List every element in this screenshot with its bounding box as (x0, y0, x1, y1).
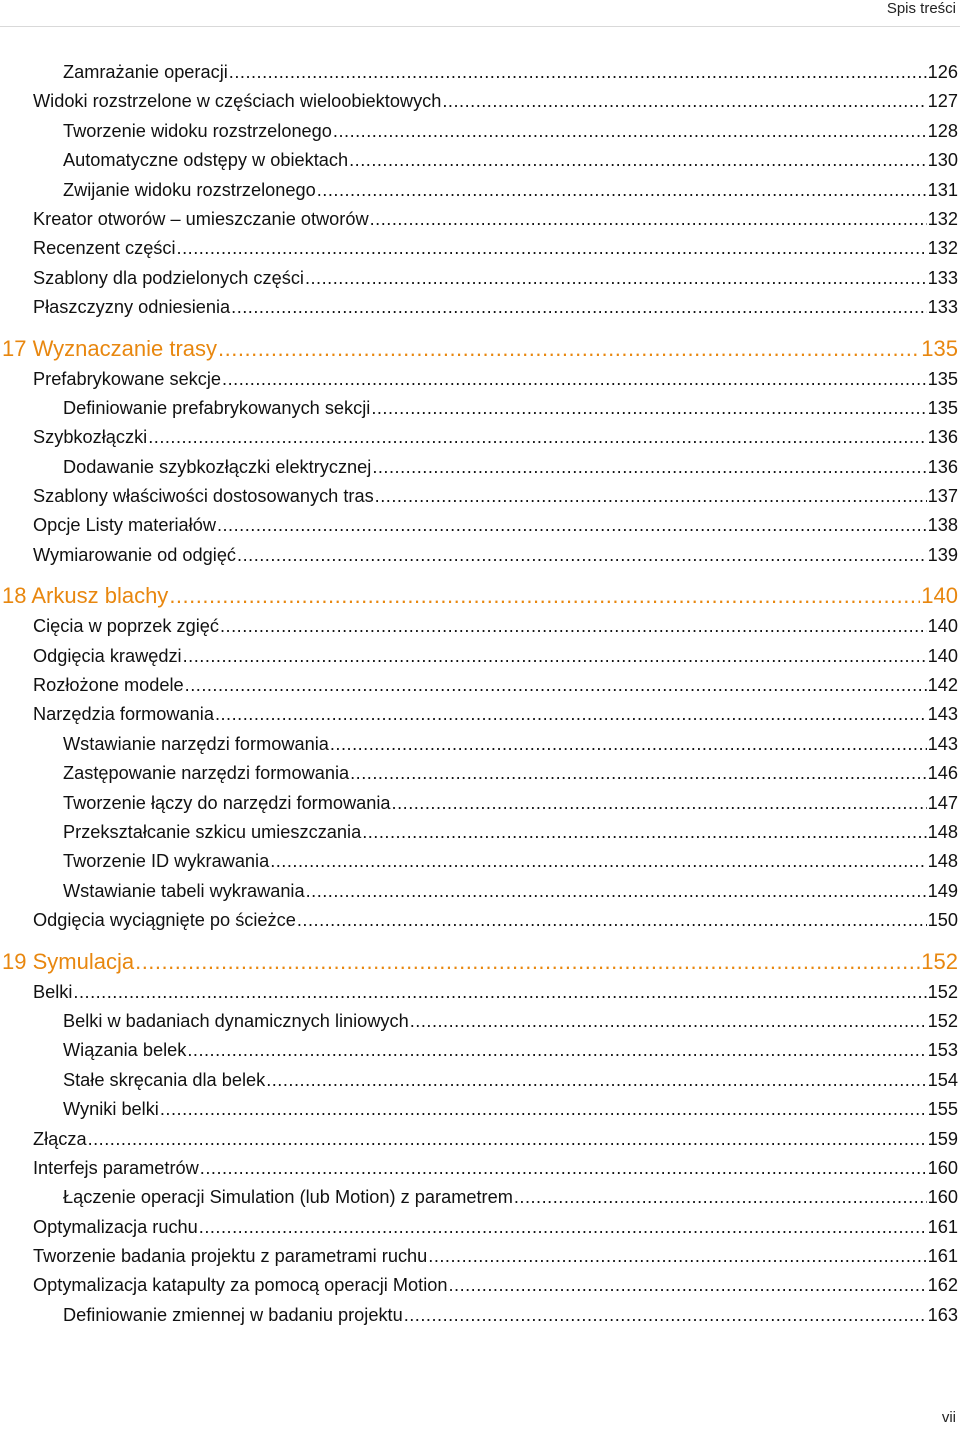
toc-entry-page: 136 (927, 427, 958, 448)
toc-entry-page: 143 (927, 704, 958, 725)
toc-entry-title: Dodawanie szybkozłączki elektrycznej (63, 456, 372, 477)
toc-entry[interactable] (0, 1095, 958, 1124)
running-head: Spis treści (886, 0, 956, 17)
toc-entry-title: Optymalizacja katapulty za pomocą operacji Motion (33, 1275, 448, 1296)
toc-entry[interactable] (0, 671, 958, 700)
dot-leader (448, 1271, 926, 1300)
toc-entry[interactable] (0, 1036, 958, 1065)
toc-entry-title: 19 Symulacja (2, 948, 135, 974)
toc-entry[interactable] (0, 612, 958, 641)
toc-entry[interactable] (0, 906, 958, 935)
toc-entry-title: Szybkozłączki (33, 427, 148, 448)
header-divider (0, 26, 960, 27)
dot-leader (222, 365, 927, 394)
toc-entry-title: Tworzenie łączy do narzędzi formowania (63, 792, 391, 813)
toc-entry-title: Wstawianie narzędzi formowania (63, 733, 329, 754)
dot-leader (88, 1125, 927, 1154)
toc-entry-title: Prefabrykowane sekcje (33, 368, 222, 389)
toc-entry[interactable] (0, 205, 958, 234)
dot-leader (169, 580, 920, 612)
dot-leader (237, 541, 927, 570)
toc-entry-page: 147 (927, 792, 958, 813)
toc-entry-page: 140 (927, 645, 958, 666)
toc-entry-title: Wstawianie tabeli wykrawania (63, 880, 305, 901)
dot-leader (185, 671, 927, 700)
dot-leader (231, 293, 927, 322)
dot-leader (371, 394, 926, 423)
toc-entry[interactable] (0, 394, 958, 423)
toc-entry-page: 152 (927, 981, 958, 1002)
toc-entry[interactable] (0, 87, 958, 116)
toc-entry-title: 18 Arkusz blachy (2, 583, 169, 609)
toc-entry[interactable] (0, 117, 958, 146)
toc-entry[interactable] (0, 700, 958, 729)
dot-leader (392, 789, 927, 818)
toc-entry-page: 132 (927, 208, 958, 229)
toc-entry-page: 131 (927, 179, 958, 200)
toc-entry-page: 149 (927, 880, 958, 901)
toc-entry[interactable] (0, 1154, 958, 1183)
dot-leader (305, 264, 927, 293)
toc-entry-page: 135 (927, 397, 958, 418)
dot-leader (160, 1095, 927, 1124)
dot-leader (372, 453, 926, 482)
dot-leader (218, 333, 920, 365)
toc-entry-title: Definiowanie prefabrykowanych sekcji (63, 397, 371, 418)
dot-leader (270, 847, 926, 876)
toc-entry[interactable] (0, 365, 958, 394)
toc-entry-page: 140 (927, 616, 958, 637)
toc-entry-title: 17 Wyznaczanie trasy (2, 335, 218, 361)
toc-entry[interactable] (0, 176, 958, 205)
dot-leader (297, 906, 927, 935)
dot-leader (135, 946, 920, 978)
toc-entry-page: 161 (927, 1246, 958, 1267)
toc-entry[interactable] (0, 818, 958, 847)
toc-chapter-entry[interactable] (0, 580, 958, 612)
dot-leader (229, 58, 927, 87)
toc-entry-title: Wiązania belek (63, 1040, 187, 1061)
toc-entry-page: 154 (927, 1069, 958, 1090)
dot-leader (266, 1066, 926, 1095)
dot-leader (410, 1007, 927, 1036)
dot-leader (349, 146, 927, 175)
toc-entry[interactable] (0, 146, 958, 175)
toc-entry[interactable] (0, 978, 958, 1007)
toc-entry-page: 152 (921, 948, 958, 974)
toc-entry[interactable] (0, 58, 958, 87)
toc-entry-title: Narzędzia formowania (33, 704, 214, 725)
toc-entry[interactable] (0, 264, 958, 293)
toc-entry-page: 126 (927, 62, 958, 82)
dot-leader (317, 176, 927, 205)
toc-entry-page: 155 (927, 1099, 958, 1120)
toc-entry-title: Przekształcanie szkicu umieszczania (63, 821, 362, 842)
toc-entry-title: Odgięcia wyciągnięte po ścieżce (33, 910, 296, 931)
toc-entry-page: 148 (927, 821, 958, 842)
toc-entry-title: Automatyczne odstępy w obiektach (63, 150, 349, 171)
dot-leader (330, 730, 927, 759)
toc-entry[interactable] (0, 423, 958, 452)
toc-entry-title: Tworzenie widoku rozstrzelonego (63, 120, 332, 141)
toc-entry-title: Łączenie operacji Simulation (lub Motion) z parametrem (63, 1187, 513, 1208)
toc-entry-title: Optymalizacja ruchu (33, 1216, 198, 1237)
toc-entry[interactable] (0, 1066, 958, 1095)
toc-entry-page: 135 (921, 335, 958, 361)
toc-entry-title: Tworzenie ID wykrawania (63, 851, 270, 872)
toc-entry-page: 139 (927, 544, 958, 565)
toc-entry[interactable] (0, 1301, 958, 1330)
dot-leader (428, 1242, 926, 1271)
dot-leader (333, 117, 927, 146)
toc-entry-page: 142 (927, 675, 958, 696)
toc-entry-page: 130 (927, 150, 958, 171)
toc-entry-page: 160 (927, 1187, 958, 1208)
toc-chapter-entry[interactable] (0, 946, 958, 978)
toc-entry[interactable] (0, 1183, 958, 1212)
dot-leader (177, 234, 927, 263)
toc-entry-title: Zamrażanie operacji (63, 62, 228, 82)
dot-leader (183, 642, 927, 671)
toc-entry-title: Złącza (33, 1128, 87, 1149)
toc-entry-title: Cięcia w poprzek zgięć (33, 616, 219, 637)
toc-entry-title: Widoki rozstrzelone w częściach wieloobiektowych (33, 91, 442, 112)
toc-entry-title: Rozłożone modele (33, 675, 184, 696)
toc-entry-page: 152 (927, 1010, 958, 1031)
toc-entry-page: 159 (927, 1128, 958, 1149)
dot-leader (514, 1183, 927, 1212)
toc-entry[interactable] (0, 1007, 958, 1036)
toc-entry-page: 127 (927, 91, 958, 112)
toc-entry-title: Belki w badaniach dynamicznych liniowych (63, 1010, 409, 1031)
toc-entry-page: 143 (927, 733, 958, 754)
toc-entry[interactable] (0, 234, 958, 263)
toc-entry[interactable] (0, 847, 958, 876)
toc-entry-title: Kreator otworów – umieszczanie otworów (33, 208, 369, 229)
toc-entry-page: 160 (927, 1157, 958, 1178)
toc-entry-page: 135 (927, 368, 958, 389)
toc-entry[interactable] (0, 482, 958, 511)
dot-leader (306, 877, 927, 906)
toc-entry[interactable] (0, 730, 958, 759)
dot-leader (148, 423, 926, 452)
dot-leader (187, 1036, 926, 1065)
page-number: vii (941, 1409, 956, 1426)
dot-leader (375, 482, 927, 511)
toc-entry[interactable] (0, 642, 958, 671)
toc-entry-page: 146 (927, 763, 958, 784)
toc-entry-page: 153 (927, 1040, 958, 1061)
toc-entry[interactable] (0, 1125, 958, 1154)
toc-entry[interactable] (0, 293, 958, 322)
dot-leader (217, 511, 927, 540)
toc-entry[interactable] (0, 789, 958, 818)
dot-leader (350, 759, 927, 788)
toc-entry-title: Szablony dla podzielonych części (33, 267, 304, 288)
toc-entry-title: Belki (33, 981, 73, 1002)
toc-entry-page: 162 (927, 1275, 958, 1296)
toc-entry-title: Zastępowanie narzędzi formowania (63, 763, 350, 784)
toc-entry-page: 161 (927, 1216, 958, 1237)
table-of-contents (0, 58, 958, 1330)
toc-entry-page: 133 (927, 297, 958, 318)
toc-entry-page: 150 (927, 910, 958, 931)
dot-leader (220, 612, 927, 641)
toc-entry[interactable] (0, 453, 958, 482)
toc-entry[interactable] (0, 1242, 958, 1271)
toc-entry-title: Recenzent części (33, 238, 176, 259)
toc-entry[interactable] (0, 877, 958, 906)
dot-leader (199, 1213, 927, 1242)
toc-entry-page: 136 (927, 456, 958, 477)
toc-entry-page: 138 (927, 515, 958, 536)
toc-entry-page: 163 (927, 1304, 958, 1325)
toc-entry-title: Zwijanie widoku rozstrzelonego (63, 179, 316, 200)
dot-leader (73, 978, 926, 1007)
dot-leader (370, 205, 927, 234)
toc-entry-page: 140 (921, 583, 958, 609)
toc-entry-page: 137 (927, 486, 958, 507)
dot-leader (442, 87, 926, 116)
toc-entry-page: 132 (927, 238, 958, 259)
dot-leader (404, 1301, 927, 1330)
toc-chapter-entry[interactable] (0, 333, 958, 365)
toc-entry[interactable] (0, 511, 958, 540)
toc-entry-title: Opcje Listy materiałów (33, 515, 216, 536)
toc-entry-title: Szablony właściwości dostosowanych tras (33, 486, 374, 507)
toc-entry-title: Tworzenie badania projektu z parametrami ruchu (33, 1246, 428, 1267)
toc-entry[interactable] (0, 1213, 958, 1242)
toc-entry-title: Definiowanie zmiennej w badaniu projektu (63, 1304, 403, 1325)
toc-entry-page: 148 (927, 851, 958, 872)
dot-leader (362, 818, 926, 847)
toc-entry-title: Odgięcia krawędzi (33, 645, 182, 666)
dot-leader (200, 1154, 927, 1183)
dot-leader (215, 700, 927, 729)
toc-entry[interactable] (0, 541, 958, 570)
toc-entry-title: Wymiarowanie od odgięć (33, 544, 237, 565)
toc-entry[interactable] (0, 759, 958, 788)
toc-entry-title: Wyniki belki (63, 1099, 159, 1120)
toc-entry-title: Płaszczyzny odniesienia (33, 297, 231, 318)
toc-entry-page: 133 (927, 267, 958, 288)
toc-entry-title: Stałe skręcania dla belek (63, 1069, 266, 1090)
toc-entry[interactable] (0, 1271, 958, 1300)
toc-entry-title: Interfejs parametrów (33, 1157, 199, 1178)
toc-entry-page: 128 (927, 120, 958, 141)
